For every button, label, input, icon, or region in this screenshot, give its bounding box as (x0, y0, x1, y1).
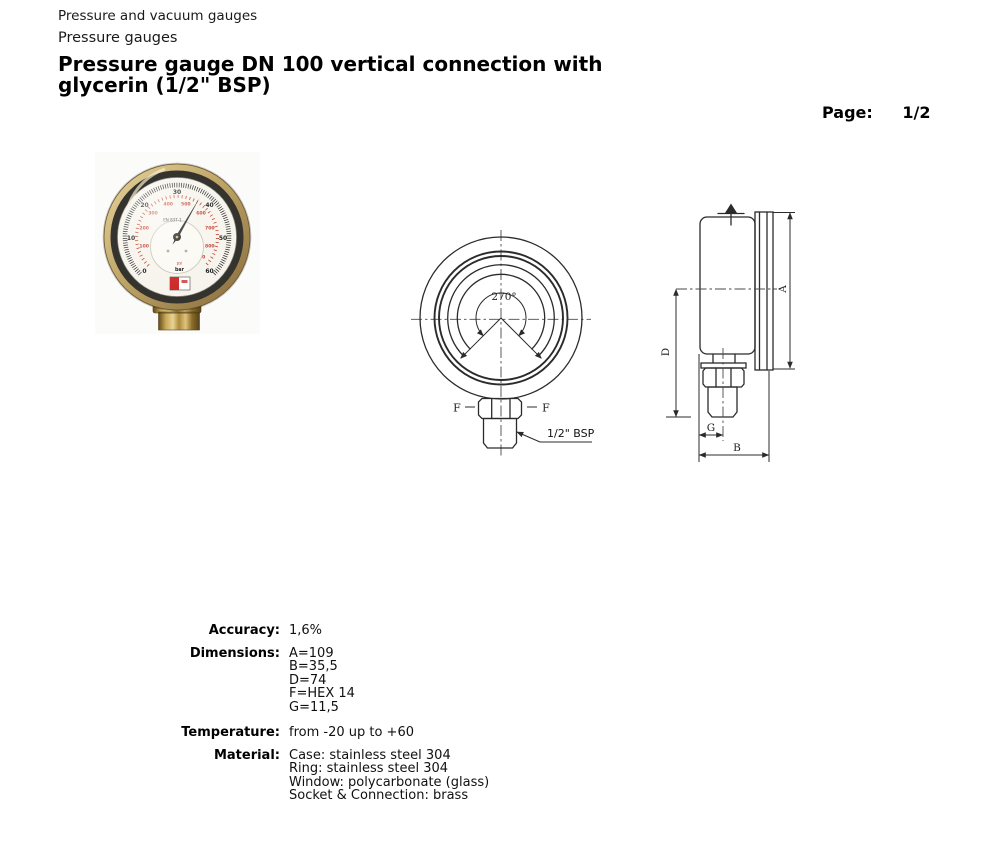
spec-label: Temperature: (181, 725, 280, 740)
spec-value: Case: stainless steel 304 (289, 748, 451, 763)
side-view-drawing (655, 185, 845, 470)
spec-value: from -20 up to +60 (289, 725, 414, 740)
dim-g (699, 354, 723, 462)
front-view-drawing (395, 225, 610, 462)
spec-value: B=35,5 (289, 659, 338, 675)
side-view-connection (701, 363, 746, 417)
spec-value: Ring: stainless steel 304 (289, 761, 449, 777)
spec-label: Dimensions: (189, 646, 280, 661)
hex-dim-label-right: F (542, 401, 550, 415)
dim-b (700, 371, 770, 462)
spec-value: A=109 (289, 646, 334, 661)
dim-b-label: B (733, 442, 741, 454)
spec-value: G=11,5 (289, 699, 339, 715)
spec-label: Accuracy: (208, 623, 280, 638)
side-view-centerlines (676, 289, 777, 441)
thread-callout (517, 427, 595, 442)
gauge-photo-image (95, 152, 260, 334)
side-view-vent-plug (718, 204, 744, 226)
spec-value: D=74 (289, 672, 327, 688)
page-number: 1/2 (902, 103, 931, 122)
hex-dim-label-left: F (453, 401, 461, 415)
front-view-connection (479, 399, 522, 449)
dim-d (660, 290, 691, 418)
spec-value: F=HEX 14 (289, 686, 355, 702)
dim-a-label: A (777, 285, 789, 293)
spec-row-accuracy (0, 624, 322, 637)
breadcrumb-subcategory: Pressure gauges (58, 30, 178, 46)
front-view-centerlines (411, 230, 591, 457)
dim-g-label: G (706, 422, 716, 434)
spec-value: Window: polycarbonate (glass) (289, 774, 490, 790)
side-view-case (700, 212, 773, 370)
page-title-line2: glycerin (1/2" BSP) (58, 73, 271, 97)
page-title-line1: Pressure gauge DN 100 vertical connection with (58, 52, 603, 76)
spec-row-material (0, 749, 489, 803)
gauge-dial-face (103, 163, 250, 310)
thread-label: 1/2" BSP (547, 427, 595, 440)
page-label: Page: (822, 103, 873, 122)
dim-d-label: D (660, 347, 672, 357)
spec-label: Material: (213, 748, 280, 763)
spec-row-dimensions (0, 647, 355, 714)
page-indicator (822, 103, 930, 122)
angle-label: 270° (491, 291, 517, 303)
spec-row-temperature (0, 726, 414, 739)
spec-value: Socket & Connection: brass (289, 788, 469, 804)
page-title (58, 54, 602, 96)
dim-a (773, 213, 795, 370)
breadcrumb-category: Pressure and vacuum gauges (58, 8, 258, 24)
spec-value: 1,6% (289, 623, 323, 638)
